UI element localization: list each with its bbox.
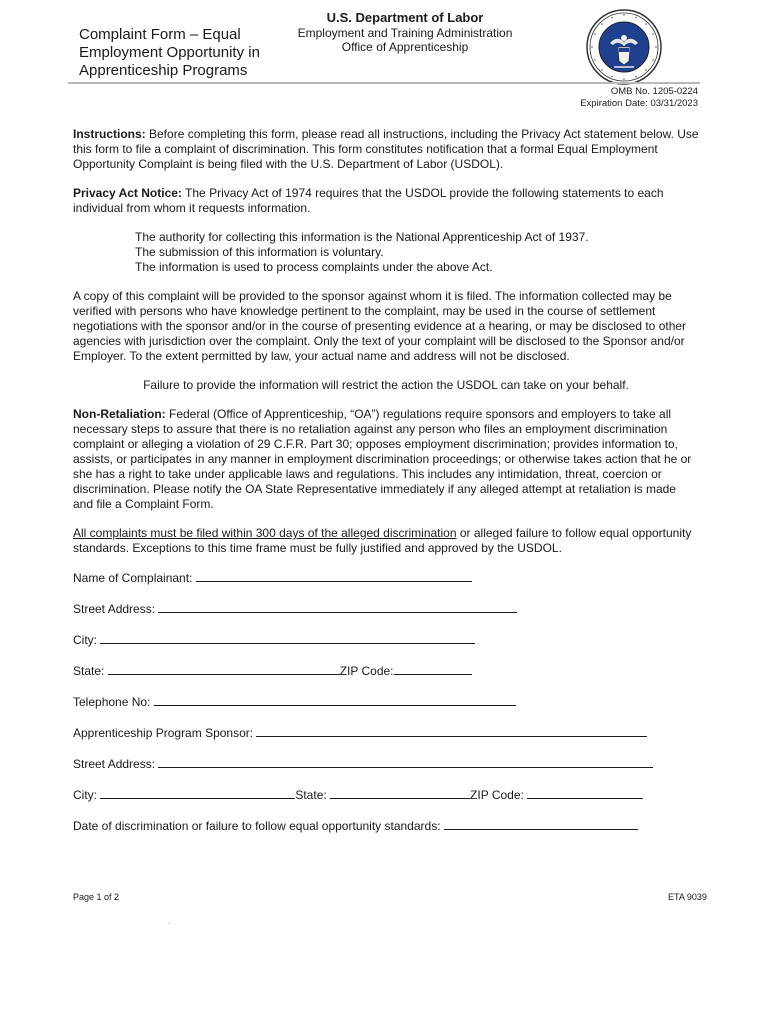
complainant-name-row — [73, 570, 699, 586]
agency-block — [280, 9, 530, 54]
complainant-name-field[interactable] — [196, 570, 472, 582]
privacy-text: The Privacy Act of 1974 requires that the USDOL provide the following statements to each individual from whom it requests information. — [73, 186, 664, 215]
privacy-statement: The authority for collecting this information is the National Apprenticeship Act of 1937. — [135, 230, 589, 244]
sponsor-street-row — [73, 756, 699, 772]
complainant-zip-field[interactable] — [394, 663, 472, 675]
telephone-label: Telephone No: — [73, 695, 151, 709]
non-retaliation-text: Federal (Office of Apprenticeship, “OA”) regulations require sponsors and employers to take all necessary steps to assure that there is no retaliation against any person who files an employment discrimination complaint or alleging a violation of 29 C.F.R. Part 30; opposes employment discrimination; provides information to, assists, or participates in any manner in employment discrimination proceedings; or otherwise takes action that he or she has a right to take under applicable laws and regulations. This includes any intimidation, threat, coercion or discrimination. Please notify the OA State Representative immediately if any alleged attempt at retaliation is made and file a Complaint Form. — [73, 407, 692, 511]
complainant-state-zip-row — [73, 663, 699, 679]
telephone-row — [73, 694, 699, 710]
sponsor-state-field[interactable] — [330, 787, 470, 799]
department-name: U.S. Department of Labor — [326, 10, 484, 25]
non-retaliation-paragraph — [73, 407, 699, 512]
instructions-text: Before completing this form, please read all instructions, including the Privacy Act statement below. Use this form to file a complaint of discrimination. This form constitutes notification that a formal Equal Employment Opportunity Complaint is being filed with the U.S. Department of Labor (USDOL). — [73, 127, 699, 171]
form-id: ETA 9039 — [668, 892, 707, 902]
page-number: Page 1 of 2 — [73, 892, 120, 902]
telephone-field[interactable] — [154, 694, 516, 706]
sponsor-city-field[interactable] — [100, 787, 295, 799]
privacy-statement: The information is used to process complaints under the above Act. — [135, 260, 493, 274]
office-name: Office of Apprenticeship — [341, 40, 469, 54]
privacy-paragraph — [73, 186, 699, 216]
sponsor-city-label: City: — [73, 788, 97, 802]
complainant-state-label: State: — [73, 664, 105, 678]
sponsor-street-field[interactable] — [158, 756, 653, 768]
copy-paragraph: A copy of this complaint will be provided to the sponsor against whom it is filed. The information collected may be verified with persons who have knowledge pertinent to the complaint, may be used in the course of settlement negotiations with the sponsor and/or in the course of presenting evidence at a hearing, or may be disclosed to other agencies with jurisdiction over the complaint. Only the text of your complaint will be disclosed to the Sponsor and/or Employer. To the extent permitted by law, your actual name and address will not be disclosed. — [73, 289, 687, 363]
discrimination-date-label: Date of discrimination or failure to follow equal opportunity standards: — [73, 819, 441, 833]
complainant-name-label: Name of Complainant: — [73, 571, 193, 585]
sponsor-state-label: State: — [295, 788, 327, 802]
complainant-state-field[interactable] — [108, 663, 340, 675]
form-body — [73, 127, 699, 849]
complainant-city-row — [73, 632, 699, 648]
omb-number: OMB No. 1205-0224 — [610, 86, 698, 97]
complainant-street-row — [73, 601, 699, 617]
sponsor-field[interactable] — [256, 725, 647, 737]
deadline-text: or alleged failure to follow equal opportunity standards. Exceptions to this time frame must be fully justified and approved by the USDOL. — [73, 526, 692, 555]
discrimination-date-field[interactable] — [444, 818, 638, 830]
privacy-label: Privacy Act Notice: — [73, 186, 182, 200]
omb-info — [580, 86, 698, 110]
sponsor-street-label: Street Address: — [73, 757, 156, 771]
privacy-statement: The submission of this information is voluntary. — [135, 245, 384, 259]
sponsor-zip-label: ZIP Code: — [470, 788, 524, 802]
complainant-city-field[interactable] — [100, 632, 475, 644]
discrimination-date-row — [73, 818, 699, 834]
sponsor-zip-field[interactable] — [527, 787, 643, 799]
instructions-label: Instructions: — [73, 127, 146, 141]
deadline-underlined: All complaints must be filed within 300 days of the alleged discrimination — [73, 526, 457, 540]
complainant-street-field[interactable] — [158, 601, 517, 613]
stray-mark: . — [168, 917, 171, 926]
complainant-street-label: Street Address: — [73, 602, 156, 616]
failure-notice: Failure to provide the information will restrict the action the USDOL can take on your behalf. — [143, 378, 629, 392]
sponsor-city-state-zip-row — [73, 787, 699, 803]
header-divider — [68, 82, 700, 84]
page-title: Complaint Form – Equal Employment Opportunity in Apprenticeship Programs — [79, 26, 260, 79]
complainant-city-label: City: — [73, 633, 97, 647]
administration-name: Employment and Training Administration — [297, 26, 513, 40]
sponsor-label: Apprenticeship Program Sponsor: — [73, 726, 254, 740]
privacy-statements — [73, 230, 699, 275]
deadline-paragraph — [73, 526, 699, 556]
department-of-labor-seal-icon — [586, 9, 662, 85]
instructions-paragraph — [73, 127, 699, 172]
complainant-zip-label: ZIP Code: — [339, 664, 394, 678]
non-retaliation-label: Non-Retaliation: — [73, 407, 166, 421]
expiration-date: Expiration Date: 03/31/2023 — [580, 98, 698, 109]
sponsor-row — [73, 725, 699, 741]
